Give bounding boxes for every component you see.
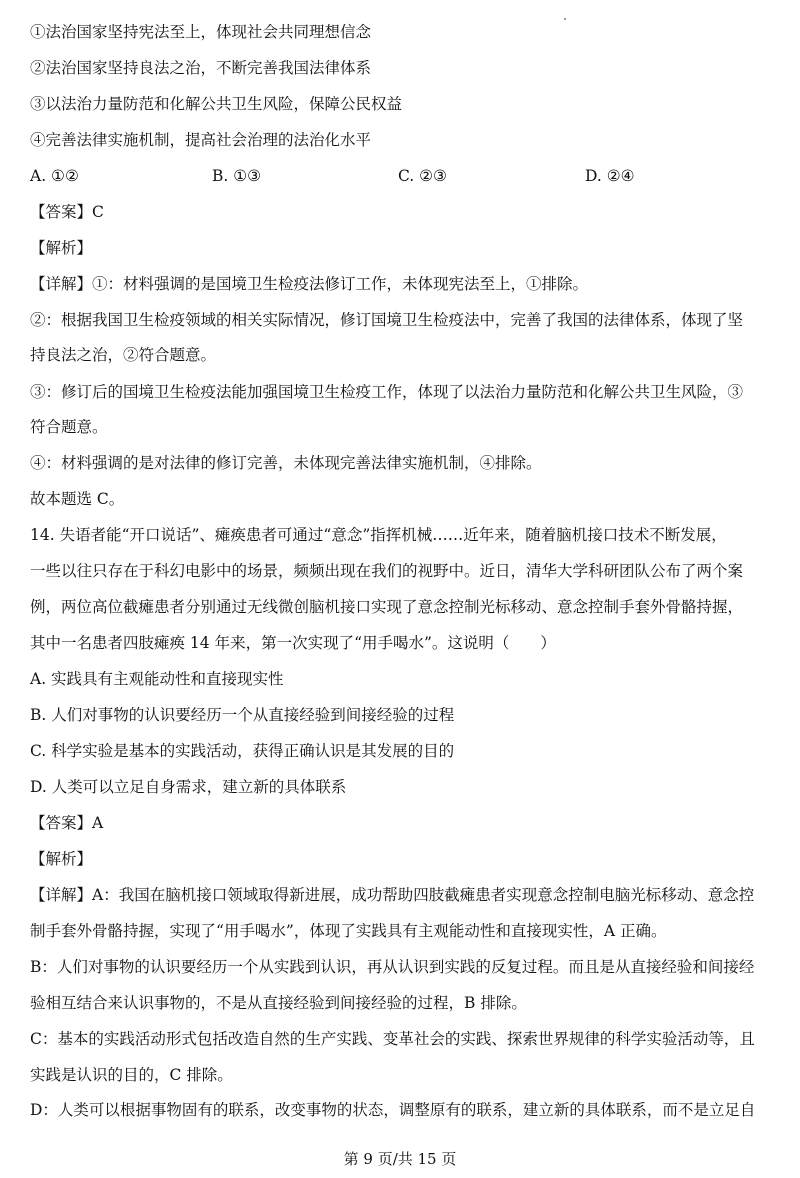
q13-option-b: B. ①③ bbox=[212, 167, 262, 185]
q13-analysis-label: 【解析】 bbox=[30, 239, 93, 257]
q14-option-c: C. 科学实验是基本的实践活动，获得正确认识是其发展的目的 bbox=[30, 742, 455, 760]
q14-stem-line: 其中一名患者四肢瘫痪 14 年来，第一次实现了“用手喝水”。这说明（ ） bbox=[30, 634, 556, 652]
q14-option-b: B. 人们对事物的认识要经历一个从直接经验到间接经验的过程 bbox=[30, 706, 455, 724]
q13-choice: ③以法治力量防范和化解公共卫生风险，保障公民权益 bbox=[30, 95, 403, 113]
q13-detail-line: 持良法之治，②符合题意。 bbox=[30, 346, 217, 364]
q13-choice: ④完善法律实施机制，提高社会治理的法治化水平 bbox=[30, 131, 372, 149]
q14-stem-line: 例，两位高位截瘫患者分别通过无线微创脑机接口实现了意念控制光标移动、意念控制手套外骨骼持握， bbox=[30, 598, 744, 616]
q14-detail-line: 验相互结合来认识事物的，不是从直接经验到间接经验的过程，B 排除。 bbox=[30, 994, 527, 1012]
q14-detail-line: B：人们对事物的认识要经历一个从实践到认识，再从认识到实践的反复过程。而且是从直接经验和间接经 bbox=[30, 958, 755, 976]
q13-detail-line: ③：修订后的国境卫生检疫法能加强国境卫生检疫工作，体现了以法治力量防范和化解公共卫生风险，③ bbox=[30, 383, 744, 401]
q13-detail-line: 【详解】①：材料强调的是国境卫生检疫法修订工作，未体现宪法至上，①排除。 bbox=[30, 275, 589, 293]
q13-answer: 【答案】C bbox=[30, 203, 104, 221]
q14-option-d: D. 人类可以立足自身需求，建立新的具体联系 bbox=[30, 778, 347, 796]
q13-detail-line: ②：根据我国卫生检疫领域的相关实际情况，修订国境卫生检疫法中，完善了我国的法律体系，体现了坚 bbox=[30, 311, 744, 329]
page-footer: 第 9 页/共 15 页 bbox=[343, 1150, 457, 1168]
q13-option-a: A. ①② bbox=[30, 167, 79, 185]
q14-detail-line: 【详解】A：我国在脑机接口领域取得新进展，成功帮助四肢截瘫患者实现意念控制电脑光标移动、意念控 bbox=[30, 886, 755, 904]
q14-stem-line: 14. 失语者能“开口说话”、瘫痪患者可通过“意念”指挥机械……近年来，随着脑机接口技术不断发展， bbox=[30, 526, 727, 544]
q14-detail-line: 制手套外骨骼持握，实现了“用手喝水”，体现了实践具有主观能动性和直接现实性，A 正确。 bbox=[30, 922, 667, 940]
q14-detail-line: 实践是认识的目的，C 排除。 bbox=[30, 1066, 233, 1084]
scan-speck bbox=[564, 18, 566, 20]
q13-option-d: D. ②④ bbox=[585, 167, 635, 185]
q14-answer: 【答案】A bbox=[30, 814, 104, 832]
q13-choice: ②法治国家坚持良法之治，不断完善我国法律体系 bbox=[30, 59, 372, 77]
q14-analysis-label: 【解析】 bbox=[30, 850, 93, 868]
q13-option-c: C. ②③ bbox=[398, 167, 447, 185]
q14-detail-line: C：基本的实践活动形式包括改造自然的生产实践、变革社会的实践、探索世界规律的科学实验活动等，且 bbox=[30, 1030, 755, 1048]
q14-stem-line: 一些以往只存在于科幻电影中的场景，频频出现在我们的视野中。近日，清华大学科研团队公布了两个案 bbox=[30, 562, 744, 580]
q13-conclusion: 故本题选 C。 bbox=[30, 490, 125, 508]
q13-detail-line: 符合题意。 bbox=[30, 418, 108, 436]
q13-choice: ①法治国家坚持宪法至上，体现社会共同理想信念 bbox=[30, 23, 372, 41]
q14-detail-line: D：人类可以根据事物固有的联系，改变事物的状态，调整原有的联系，建立新的具体联系，而不是立足自 bbox=[30, 1101, 756, 1119]
q14-option-a: A. 实践具有主观能动性和直接现实性 bbox=[30, 670, 284, 688]
q13-detail-line: ④：材料强调的是对法律的修订完善，未体现完善法律实施机制，④排除。 bbox=[30, 454, 542, 472]
